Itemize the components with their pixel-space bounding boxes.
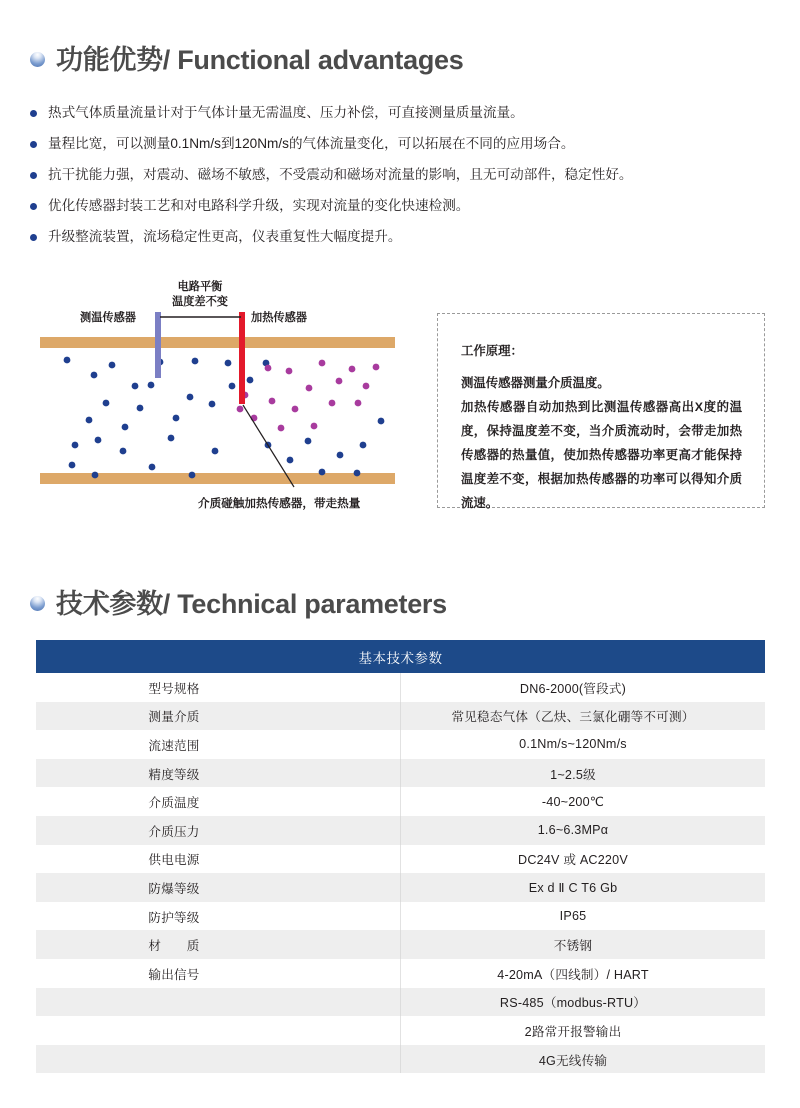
sphere-bullet-icon: [30, 52, 45, 67]
bullet-dot-icon: [30, 141, 37, 148]
feature-text: 抗干扰能力强，对震动、磁场不敏感，不受震动和磁场对流量的影响，且无可动部件，稳定性好。: [48, 167, 633, 182]
bullet-dot-icon: [30, 203, 37, 210]
hot-particle-group: [237, 360, 380, 432]
feature-list: [30, 102, 775, 257]
table-row: [36, 673, 765, 702]
row-label: [36, 1016, 401, 1045]
row-value: RS-485（modbus-RTU）: [401, 988, 766, 1017]
row-label: 流速范围: [36, 730, 401, 759]
table-row: [36, 845, 765, 874]
section-heading-functional-advantages: [30, 38, 463, 77]
label-temp-sensor: 测温传感器: [80, 312, 136, 324]
row-label: 介质压力: [36, 816, 401, 845]
label-balance-1: 电路平衡: [177, 281, 223, 293]
row-value: 1.6~6.3MPα: [401, 816, 766, 845]
table-row: [36, 759, 765, 788]
bullet-dot-icon: [30, 172, 37, 179]
row-value: 4G无线传输: [401, 1045, 766, 1074]
principle-line-1: 测温传感器测量介质温度。: [461, 376, 610, 390]
list-item: [30, 195, 775, 226]
row-value: 1~2.5级: [401, 759, 766, 788]
table-header-row: [36, 640, 765, 673]
principle-diagram: [0, 275, 420, 520]
principle-body: 加热传感器自动加热到比测温传感器高出X度的温度，保持温度差不变，当介质流动时，会带走加热传感器的热量值，使加热传感器功率更高才能保持温度差不变，根据加热传感器的功率可以得知介质流速。: [461, 400, 742, 510]
row-label: 防护等级: [36, 902, 401, 931]
technical-parameters-table: [36, 640, 765, 1073]
row-value: 不锈钢: [401, 930, 766, 959]
row-label: 输出信号: [36, 959, 401, 988]
row-label: 型号规格: [36, 673, 401, 702]
row-value: 0.1Nm/s~120Nm/s: [401, 730, 766, 759]
list-item: [30, 226, 775, 257]
row-value: IP65: [401, 902, 766, 931]
row-label: [36, 1045, 401, 1074]
row-label: 材 质: [36, 930, 401, 959]
label-balance-2: 温度差不变: [172, 296, 228, 308]
table-row: [36, 930, 765, 959]
table-row: [36, 1016, 765, 1045]
row-label: 供电电源: [36, 845, 401, 874]
row-value: DC24V 或 AC220V: [401, 845, 766, 874]
row-value: 常见稳态气体（乙炔、三氯化硼等不可测）: [401, 702, 766, 731]
label-caption: 介质碰触加热传感器，带走热量: [198, 497, 361, 510]
list-item: [30, 102, 775, 133]
row-label: 介质温度: [36, 787, 401, 816]
table-row: [36, 702, 765, 731]
table-body: [36, 673, 765, 1073]
section-title: 功能优势/ Functional advantages: [56, 45, 464, 75]
table-row: [36, 730, 765, 759]
list-item: [30, 164, 775, 195]
table-row: [36, 1045, 765, 1074]
table-row: [36, 816, 765, 845]
list-item: [30, 133, 775, 164]
bullet-dot-icon: [30, 110, 37, 117]
row-label: 防爆等级: [36, 873, 401, 902]
table-row: [36, 959, 765, 988]
row-label: [36, 988, 401, 1017]
row-value: -40~200℃: [401, 787, 766, 816]
pipe-wall-top: [40, 337, 395, 348]
row-value: Ex d Ⅱ C T6 Gb: [401, 873, 766, 902]
bullet-dot-icon: [30, 234, 37, 241]
feature-text: 升级整流装置，流场稳定性更高，仪表重复性大幅度提升。: [48, 229, 402, 244]
cold-particle-group: [64, 357, 385, 479]
table-row: [36, 787, 765, 816]
section-heading-technical-parameters: [30, 582, 447, 621]
row-label: 精度等级: [36, 759, 401, 788]
label-heater-sensor: 加热传感器: [251, 312, 307, 324]
table-header-title: 基本技术参数: [36, 640, 765, 673]
table-row: [36, 902, 765, 931]
sphere-bullet-icon: [30, 596, 45, 611]
row-value: 2路常开报警输出: [401, 1016, 766, 1045]
row-label: 测量介质: [36, 702, 401, 731]
feature-text: 优化传感器封装工艺和对电路科学升级，实现对流量的变化快速检测。: [48, 198, 470, 213]
table-row: [36, 873, 765, 902]
feature-text: 量程比宽，可以测量0.1Nm/s到120Nm/s的气体流量变化，可以拓展在不同的应用场合。: [48, 136, 575, 151]
heater-sensor-bar: [239, 312, 245, 404]
temp-sensor-bar: [155, 312, 161, 378]
principle-title: 工作原理：: [461, 344, 523, 358]
section-title: 技术参数/ Technical parameters: [56, 589, 447, 619]
row-value: DN6-2000(管段式): [401, 673, 766, 702]
feature-text: 热式气体质量流量计对于气体计量无需温度、压力补偿，可直接测量质量流量。: [48, 105, 524, 120]
table-row: [36, 988, 765, 1017]
row-value: 4-20mA（四线制）/ HART: [401, 959, 766, 988]
working-principle-box: [437, 313, 765, 508]
